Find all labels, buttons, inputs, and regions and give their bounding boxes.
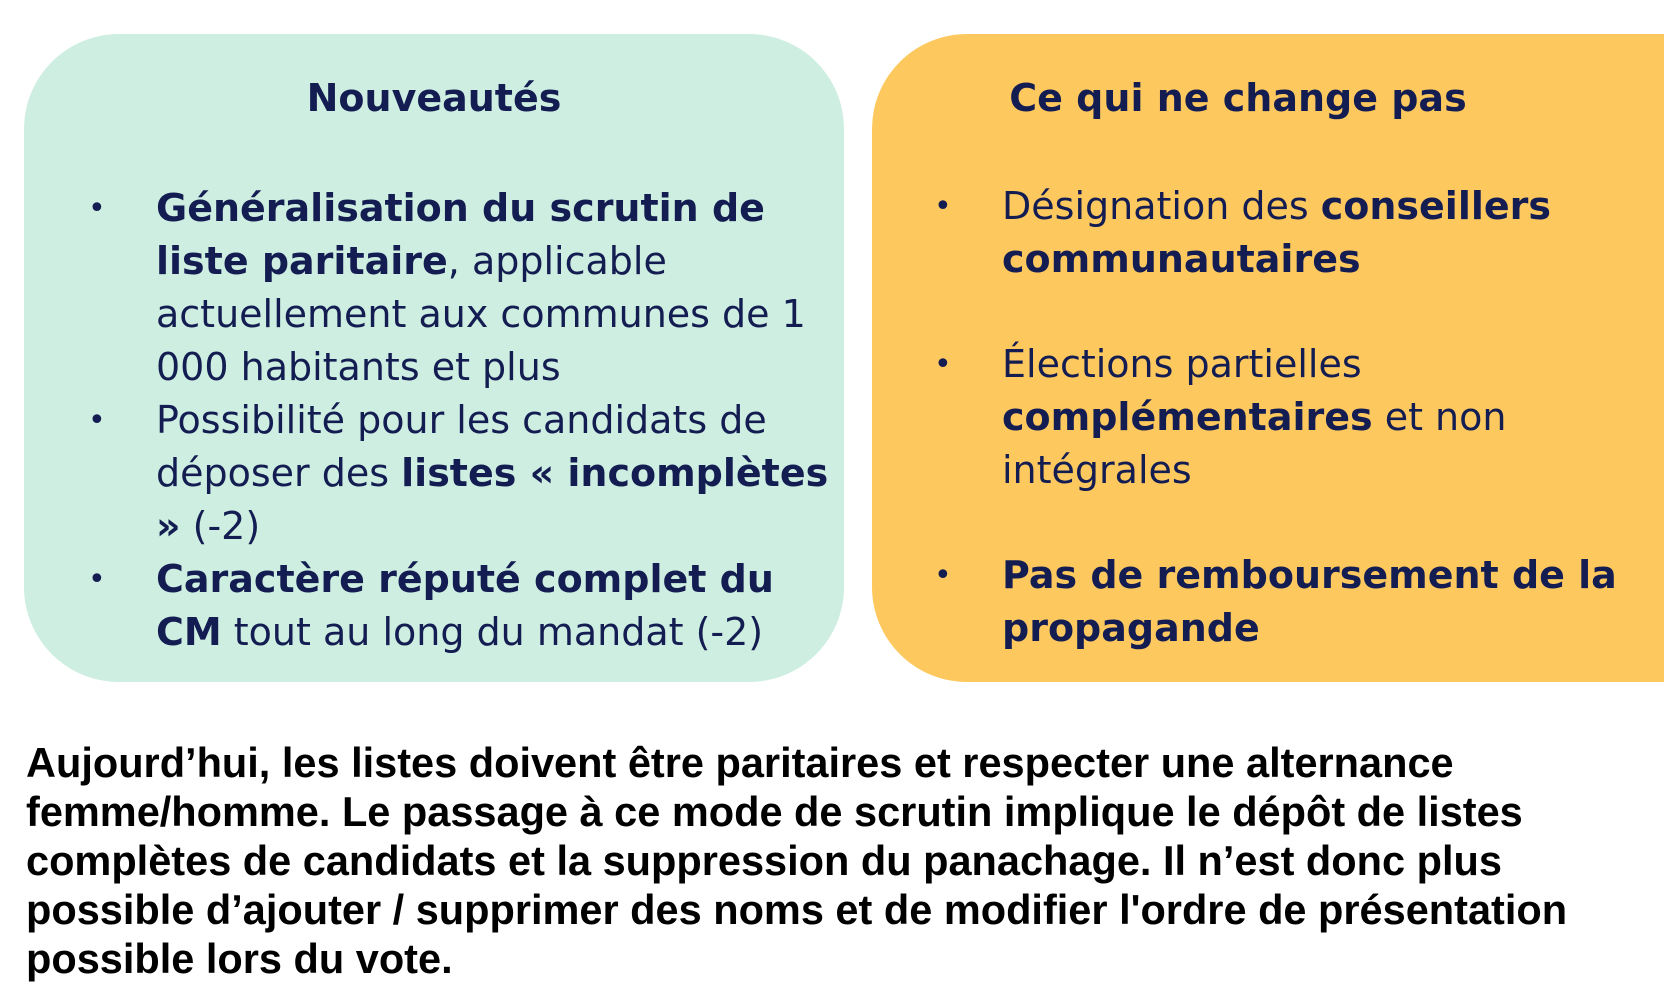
- bullet-icon: •: [88, 191, 106, 226]
- item-tail-text: (-2): [180, 504, 261, 548]
- nouveautes-title: Nouveautés: [306, 76, 562, 120]
- item-tail-text: et non intégrales: [1002, 395, 1507, 492]
- list-item: [920, 338, 1620, 497]
- list-item: [920, 180, 1620, 286]
- item-bold-text: conseillers communautaires: [1002, 184, 1552, 281]
- bullet-icon: •: [934, 558, 952, 593]
- inchange-title: Ce qui ne change pas: [1009, 76, 1467, 120]
- bullet-icon: •: [88, 403, 106, 438]
- item-text: tout au long du mandat (-2): [221, 610, 764, 654]
- list-item: [920, 549, 1620, 655]
- bullet-icon: •: [934, 347, 952, 382]
- bullet-icon: •: [88, 562, 106, 597]
- item-text: Désignation des: [1002, 184, 1321, 228]
- item-bold-text: Caractère réputé complet du CM: [156, 557, 774, 654]
- nouveautes-list: [74, 182, 834, 659]
- explanation-paragraph: Aujourd’hui, les listes doivent être paritaires et respecter une alternance femme/homme. Le passage à ce mode de scrutin implique le dépôt de listes complètes de candidats et la suppression du panachage. Il n’est donc plus possible d’ajouter / supprimer des noms et de modifier l'ordre de présentation possible lors du vote.: [26, 739, 1568, 982]
- nouveautes-card: [24, 34, 844, 682]
- list-item: [74, 553, 834, 659]
- item-text: Possibilité pour les candidats de déposer des: [156, 398, 767, 495]
- item-text: , applicable actuellement aux communes de 1 000 habitants et plus: [156, 239, 806, 389]
- inchange-card: [872, 34, 1664, 682]
- item-bold-text: listes « incomplètes »: [156, 451, 829, 548]
- bullet-icon: •: [934, 189, 952, 224]
- item-text: Élections partielles: [1002, 342, 1362, 386]
- item-bold-text: Généralisation du scrutin de liste paritaire: [156, 186, 765, 283]
- item-bold-text: complémentaires: [1002, 395, 1373, 439]
- list-item: [74, 182, 834, 394]
- item-bold-text: Pas de remboursement de la propagande: [1002, 553, 1617, 650]
- inchange-list: [920, 180, 1620, 655]
- list-item: [74, 394, 834, 553]
